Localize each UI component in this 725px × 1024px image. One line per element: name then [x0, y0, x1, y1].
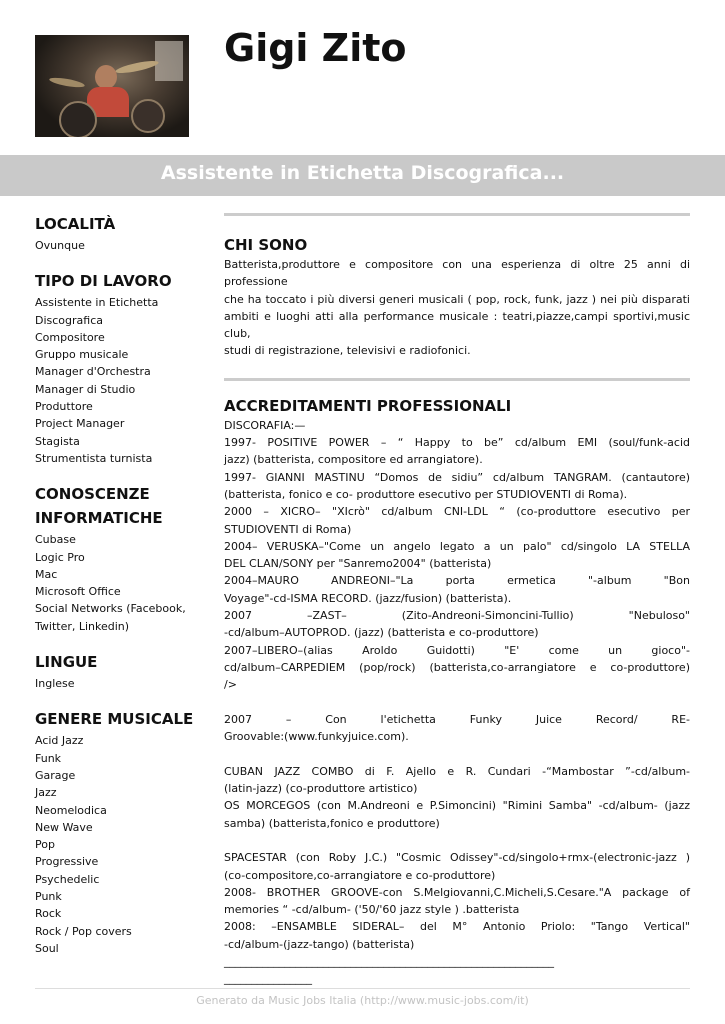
credits-line: STUDIOVENTI di Roma) [224, 522, 352, 536]
credits-line: 1997- GIANNI MASTINU “Domos de sidiu” cd/album TANGRAM. (cantautore) [224, 470, 690, 484]
genre-item: Garage [35, 768, 76, 782]
skill-item: Twitter, Linkedin) [35, 619, 130, 633]
computer-skills-section [35, 482, 215, 635]
job-type-item: Manager d'Orchestra [35, 365, 151, 379]
blank-line [224, 745, 690, 762]
credits-line: 2004–MAURO ANDREONI–"La porta ermetica "-album "Bon [224, 574, 690, 588]
genre-item: Rock / Pop covers [35, 924, 132, 938]
job-type-item: Produttore [35, 400, 93, 414]
credits-line: jazz) (batterista, compositore ed arrangiatore). [224, 453, 483, 467]
credits-line: /> [224, 678, 237, 692]
computer-skills-title-line2: INFORMATICHE [35, 509, 163, 528]
genre-item: Progressive [35, 855, 99, 869]
computer-skills-title-line1: CONOSCENZE [35, 485, 150, 504]
job-type-item: Strumentista turnista [35, 451, 153, 465]
job-title: Assistente in Etichetta Discografica... [160, 162, 565, 184]
genre-item: Punk [35, 890, 62, 904]
job-type-section [35, 269, 215, 467]
job-type-item: Manager di Studio [35, 382, 136, 396]
skill-item: Mac [35, 567, 58, 581]
about-line: Batterista,produttore e compositore con una esperienza di oltre 25 anni di professione [224, 258, 690, 289]
credits-line: ____________________________________________________________ [224, 954, 554, 968]
job-type-item: Gruppo musicale [35, 348, 129, 362]
languages-title: LINGUE [35, 653, 98, 672]
footer-text: Generato da Music Jobs Italia (http://www.music-jobs.com/it) [196, 994, 529, 1007]
credits-line: 2004– VERUSKA–"Come un angelo legato a un palo" cd/singolo LA STELLA [224, 539, 690, 553]
credits-line: (batterista, fonico e co- produttore esecutivo per STUDIOVENTI di Roma). [224, 487, 628, 501]
job-type-item: Assistente in Etichetta [35, 296, 159, 310]
blank-line [224, 832, 690, 849]
about-line: che ha toccato i più diversi generi musicali ( pop, rock, funk, jazz ) nei più disparati [224, 292, 690, 306]
genre-item: New Wave [35, 820, 93, 834]
genre-item: Soul [35, 941, 59, 955]
credits-line: (latin-jazz) (co-produttore artistico) [224, 782, 418, 796]
credits-line: samba) (batterista,fonico e produttore) [224, 816, 440, 830]
location-section [35, 212, 215, 254]
genre-item: Rock [35, 907, 62, 921]
credits-line: OS MORCEGOS (con M.Andreoni e P.Simoncini) "Rimini Samba" -cd/album- (jazz [224, 799, 690, 813]
credits-line: -cd/album-(jazz-tango) (batterista) [224, 937, 415, 951]
computer-skills-title [35, 482, 215, 530]
credits-line: 1997- POSITIVE POWER – “ Happy to be” cd/album EMI (soul/funk-acid [224, 436, 690, 450]
about-line: ambiti e luoghi atti alla performance musicale : teatri,piazze,campi sportivi,music club, [224, 309, 690, 341]
location-value: Ovunque [35, 239, 85, 252]
skill-item: Cubase [35, 533, 76, 547]
genre-item: Acid Jazz [35, 734, 84, 748]
credits-line: Groovable:(www.funkyjuice.com). [224, 730, 409, 744]
job-type-item: Stagista [35, 434, 80, 448]
profile-photo [35, 35, 189, 137]
credits-line: 2008: –ENSAMBLE SIDERAL– del M° Antonio Priolo: "Tango Vertical" [224, 920, 690, 934]
credits-line: DISCORAFIA:— [224, 418, 306, 432]
genres-title: GENERE MUSICALE [35, 710, 194, 729]
credits-line: 2007–LIBERO–(alias Aroldo Guidotti) "E' come un gioco"- [224, 643, 690, 657]
main-content [224, 213, 690, 988]
job-type-item: Project Manager [35, 417, 125, 431]
footer-divider [35, 988, 690, 989]
location-title: LOCALITÀ [35, 215, 116, 233]
credits-line: memories “ -cd/album- ('50/'60 jazz style ) .batterista [224, 903, 520, 917]
genre-item: Psychedelic [35, 872, 100, 886]
genres-section [35, 707, 215, 957]
about-text [224, 256, 690, 360]
job-type-title: TIPO DI LAVORO [35, 272, 172, 291]
job-title-banner [0, 155, 725, 196]
credits-line: 2007 – Con l'etichetta Funky Juice Record/ RE- [224, 712, 690, 726]
credits-line: CUBAN JAZZ COMBO di F. Ajello e R. Cundari -“Mambostar ”-cd/album- [224, 764, 690, 778]
credits-text [224, 417, 690, 988]
skill-item: Logic Pro [35, 550, 85, 564]
credits-line: Voyage"-cd-ISMA RECORD. (jazz/fusion) (batterista). [224, 591, 512, 605]
credits-line: 2008- BROTHER GROOVE-con S.Melgiovanni,C.Micheli,S.Cesare."A package of [224, 885, 690, 899]
blank-line [224, 694, 690, 711]
genre-item: Funk [35, 751, 62, 765]
genre-item: Jazz [35, 786, 57, 800]
credits-title: ACCREDITAMENTI PROFESSIONALI [224, 396, 512, 415]
credits-line: cd/album–CARPEDIEM (pop/rock) (batterista,co-arrangiatore e co-produttore) [224, 660, 690, 674]
sidebar [35, 212, 215, 972]
profile-name: Gigi Zito [224, 26, 407, 70]
skill-item: Microsoft Office [35, 585, 121, 599]
genre-item: Neomelodica [35, 803, 107, 817]
language-item: Inglese [35, 677, 75, 691]
about-title: CHI SONO [224, 236, 308, 254]
credits-line: 2007 –ZAST– (Zito-Andreoni-Simoncini-Tullio) "Nebuloso" [224, 609, 690, 623]
credits-line: (co-compositore,co-arrangiatore e co-produttore) [224, 868, 496, 882]
languages-section [35, 650, 215, 692]
job-type-item: Discografica [35, 313, 103, 327]
skill-item: Social Networks (Facebook, [35, 602, 186, 616]
credits-line: SPACESTAR (con Roby J.C.) "Cosmic Odissey"-cd/singolo+rmx-(electronic-jazz ) [224, 851, 690, 865]
credits-line: DEL CLAN/SONY per "Sanremo2004" (batterista) [224, 557, 492, 571]
job-type-item: Compositore [35, 330, 105, 344]
credits-line: ________________ [224, 972, 312, 986]
about-line: studi di registrazione, televisivi e radiofonici. [224, 344, 471, 358]
credits-line: 2000 – XICRO– "XIcrò" cd/album CNI-LDL “ (co-produttore esecutivo per [224, 505, 690, 519]
credits-line: -cd/album–AUTOPROD. (jazz) (batterista e co-produttore) [224, 626, 539, 640]
genre-item: Pop [35, 838, 55, 852]
